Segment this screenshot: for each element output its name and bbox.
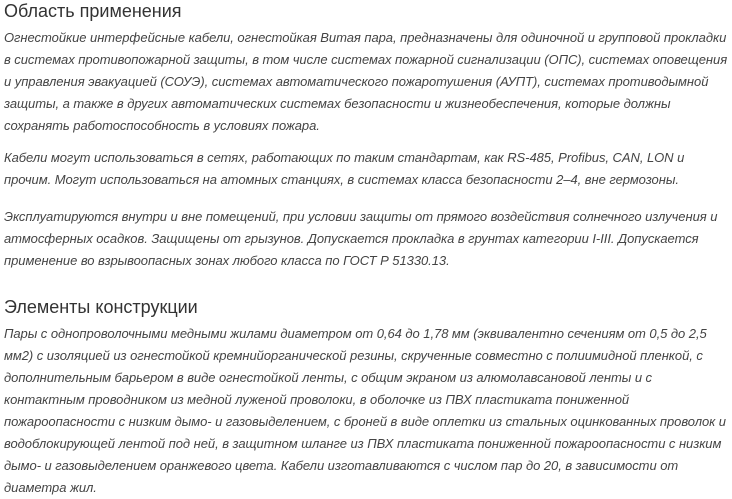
section-heading-application: Область применения — [4, 1, 182, 21]
section-heading-construction: Элементы конструкции — [4, 297, 198, 317]
paragraph-construction-description: Пары с однопроволочными медными жилами диаметром от 0,64 до 1,78 мм (эквивалентно сечениям от 0,5 до 2,5 мм2) с изоляцией из огнестойкой кремнийорганической резины, скрученные совместно с полиимидной пленкой, с дополнительным барьером в виде огнестойкой ленты, с общим экраном из алюмолавсановой ленты и с контактным проводником из медной луженой проволоки, в оболочке из ПВХ пластиката пониженной пожароопасности с низким дымо- и газовыделением, с броней в виде оплетки из стальных оцинкованных проволок и водоблокирующей лентой под ней, в защитном шланге из ПВХ пластиката пониженной пожароопасности с низким дымо- и газовыделением оранжевого цвета. Кабели изготавливаются с числом пар до 20, в зависимости от диаметра жил. — [4, 326, 726, 495]
paragraph-application-standards: Кабели могут использоваться в сетях, работающих по таким стандартам, как RS-485, Profibus, CAN, LON и прочим. Могут использоваться на атомных станциях, в системах класса безопасности 2–4, вне гермозоны. — [4, 150, 685, 187]
paragraph-application-purpose: Огнестойкие интерфейсные кабели, огнестойкая Витая пара, предназначены для одиночной и групповой прокладки в системах противопожарной защиты, в том числе системах пожарной сигнализации (ОПС), системах оповещения и управления эвакуацией (СОУЭ), системах автоматического пожаротушения (АУПТ), системах противодымной защиты, а также в других автоматических системах безопасности и жизнеобеспечения, которые должны сохранять работоспособность в условиях пожара. — [4, 30, 728, 133]
paragraph-application-conditions: Эксплуатируются внутри и вне помещений, при условии защиты от прямого воздействия солнечного излучения и атмосферных осадков. Защищены от грызунов. Допускается прокладка в грунтах категории I-III. Допускается применение во взрывоопасных зонах любого класса по ГОСТ Р 51330.13. — [4, 209, 718, 268]
